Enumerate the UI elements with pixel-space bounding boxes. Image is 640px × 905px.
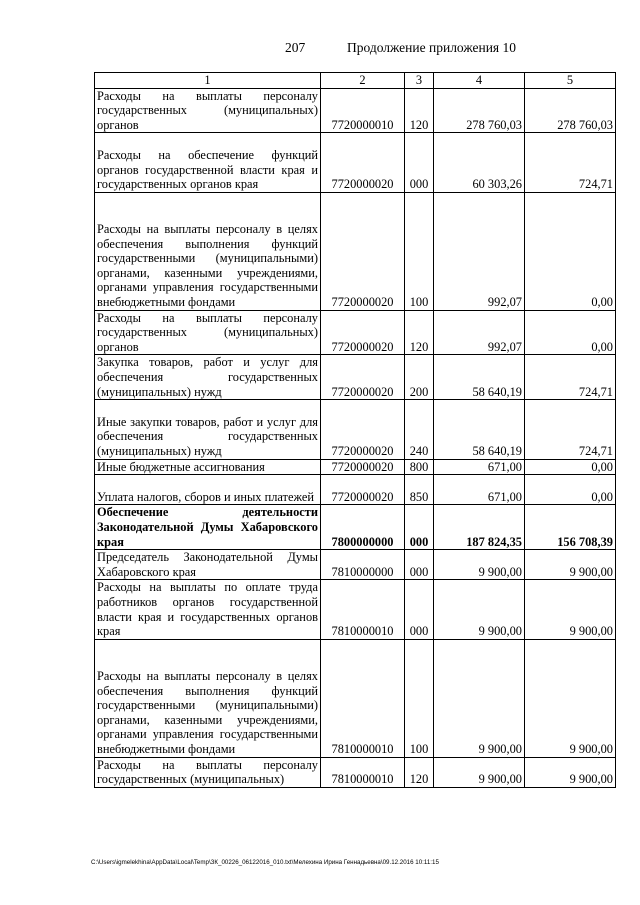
table-row <box>95 550 616 580</box>
row-name-cell: Председатель Законодательной Думы Хабаровского края <box>95 550 321 580</box>
row-sum1-cell: 9 900,00 <box>434 757 525 787</box>
row-sum1-cell: 278 760,03 <box>434 88 525 133</box>
row-vr-cell: 120 <box>405 757 434 787</box>
row-sum1-cell: 187 824,35 <box>434 505 525 550</box>
table-row <box>95 133 616 192</box>
row-sum1-cell: 671,00 <box>434 459 525 475</box>
row-vr-cell: 100 <box>405 639 434 757</box>
row-vr-cell: 000 <box>405 580 434 639</box>
row-vr-cell: 850 <box>405 475 434 505</box>
page-header <box>0 40 640 56</box>
row-sum1-cell: 9 900,00 <box>434 550 525 580</box>
row-vr-cell: 000 <box>405 505 434 550</box>
row-name-cell: Расходы на выплаты персоналу государственных (муниципальных) органов <box>95 310 321 355</box>
row-name-cell: Обеспечение деятельности Законодательной Думы Хабаровского края <box>95 505 321 550</box>
row-code-cell: 7720000020 <box>321 355 405 400</box>
table-row <box>95 639 616 757</box>
row-name-cell: Иные закупки товаров, работ и услуг для обеспечения государственных (муниципальных) нужд <box>95 400 321 459</box>
row-code-cell: 7720000020 <box>321 310 405 355</box>
row-name-cell: Закупка товаров, работ и услуг для обеспечения государственных (муниципальных) нужд <box>95 355 321 400</box>
row-sum2-cell: 9 900,00 <box>525 639 616 757</box>
row-code-cell: 7720000020 <box>321 459 405 475</box>
row-code-cell: 7720000020 <box>321 475 405 505</box>
row-vr-cell: 120 <box>405 310 434 355</box>
row-name-cell: Уплата налогов, сборов и иных платежей <box>95 475 321 505</box>
column-header-sum1: 4 <box>434 73 525 89</box>
row-sum1-cell: 9 900,00 <box>434 580 525 639</box>
column-header-code: 2 <box>321 73 405 89</box>
row-name-cell: Расходы на выплаты персоналу в целях обеспечения выполнения функций государственными (муниципальными) органами, казенными учреждениями, органами управления государственными внебюджетными фондами <box>95 192 321 310</box>
row-sum1-cell: 671,00 <box>434 475 525 505</box>
table-row <box>95 88 616 133</box>
row-code-cell: 7720000020 <box>321 192 405 310</box>
column-header-vr: 3 <box>405 73 434 89</box>
table-row <box>95 400 616 459</box>
row-name-cell: Расходы на выплаты персоналу в целях обеспечения выполнения функций государственными (муниципальными) органами, казенными учреждениями, органами управления государственными внебюджетными фондами <box>95 639 321 757</box>
row-name-cell: Расходы на выплаты персоналу государственных (муниципальных) <box>95 757 321 787</box>
row-vr-cell: 000 <box>405 133 434 192</box>
table-row <box>95 505 616 550</box>
row-sum1-cell: 992,07 <box>434 310 525 355</box>
row-sum1-cell: 58 640,19 <box>434 355 525 400</box>
table-row <box>95 475 616 505</box>
row-code-cell: 7720000020 <box>321 400 405 459</box>
column-header-name: 1 <box>95 73 321 89</box>
row-vr-cell: 100 <box>405 192 434 310</box>
row-vr-cell: 800 <box>405 459 434 475</box>
row-vr-cell: 240 <box>405 400 434 459</box>
row-code-cell: 7800000000 <box>321 505 405 550</box>
row-name-cell: Иные бюджетные ассигнования <box>95 459 321 475</box>
row-sum1-cell: 992,07 <box>434 192 525 310</box>
row-sum1-cell: 60 303,26 <box>434 133 525 192</box>
row-sum1-cell: 58 640,19 <box>434 400 525 459</box>
appendix-continuation-title: Продолжение приложения 10 <box>347 40 517 55</box>
budget-table-body <box>95 73 616 788</box>
row-code-cell: 7810000010 <box>321 639 405 757</box>
row-code-cell: 7810000010 <box>321 757 405 787</box>
row-sum2-cell: 724,71 <box>525 133 616 192</box>
row-sum2-cell: 0,00 <box>525 192 616 310</box>
row-code-cell: 7720000020 <box>321 133 405 192</box>
row-name-cell: Расходы на обеспечение функций органов государственной власти края и государственных органов края <box>95 133 321 192</box>
row-sum2-cell: 278 760,03 <box>525 88 616 133</box>
row-code-cell: 7810000010 <box>321 580 405 639</box>
row-sum2-cell: 724,71 <box>525 355 616 400</box>
row-code-cell: 7810000000 <box>321 550 405 580</box>
row-vr-cell: 000 <box>405 550 434 580</box>
row-name-cell: Расходы на выплаты по оплате труда работников органов государственной власти края и государственных органов края <box>95 580 321 639</box>
row-sum2-cell: 9 900,00 <box>525 757 616 787</box>
table-row <box>95 459 616 475</box>
column-number-row <box>95 73 616 89</box>
page-number: 207 <box>285 40 306 55</box>
row-sum2-cell: 9 900,00 <box>525 550 616 580</box>
row-vr-cell: 120 <box>405 88 434 133</box>
table-row <box>95 757 616 787</box>
row-sum2-cell: 156 708,39 <box>525 505 616 550</box>
row-sum1-cell: 9 900,00 <box>434 639 525 757</box>
row-vr-cell: 200 <box>405 355 434 400</box>
table-row <box>95 355 616 400</box>
row-sum2-cell: 0,00 <box>525 475 616 505</box>
column-header-sum2: 5 <box>525 73 616 89</box>
row-sum2-cell: 724,71 <box>525 400 616 459</box>
file-path-footer: C:\Users\igmelekhina\AppData\Local\Temp\ЗК_00226_06122016_010.txt\Мелехина Ирина Геннадьевна\09.12.2016 10:11:15 <box>91 859 439 866</box>
budget-table <box>94 72 616 788</box>
row-name-cell: Расходы на выплаты персоналу государственных (муниципальных) органов <box>95 88 321 133</box>
row-sum2-cell: 0,00 <box>525 459 616 475</box>
table-row <box>95 580 616 639</box>
row-code-cell: 7720000010 <box>321 88 405 133</box>
row-sum2-cell: 9 900,00 <box>525 580 616 639</box>
table-row <box>95 192 616 310</box>
row-sum2-cell: 0,00 <box>525 310 616 355</box>
table-row <box>95 310 616 355</box>
